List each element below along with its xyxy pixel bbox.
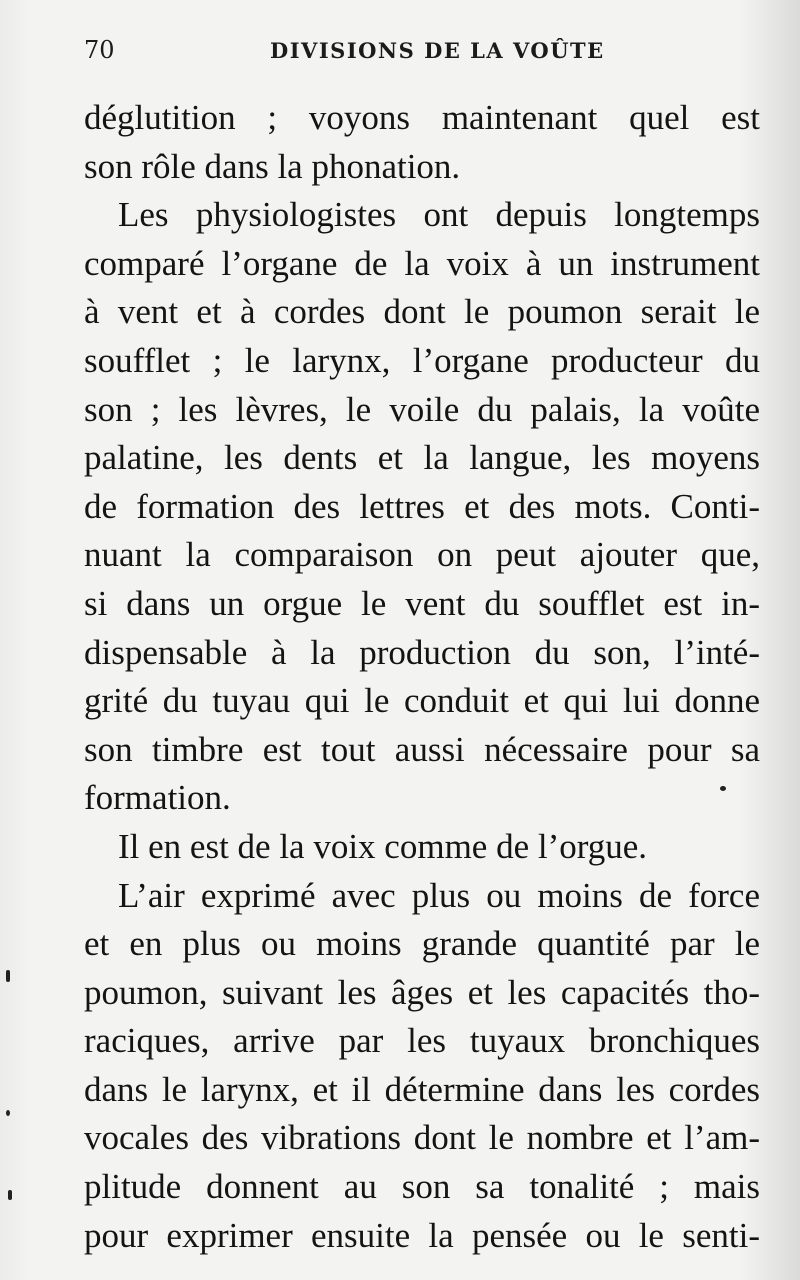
body-text [84, 94, 760, 1260]
text-line: si dans un orgue le vent du soufflet est in- [84, 583, 760, 623]
text-line: à vent et à cordes dont le poumon serait le [84, 292, 760, 332]
text-line: raciques, arrive par les tuyaux bronchiques [84, 1021, 760, 1061]
margin-speck [6, 1110, 10, 1116]
text-line: son timbre est tout aussi nécessaire pour sa [84, 729, 760, 769]
running-title: DIVISIONS DE LA VOÛTE [270, 38, 605, 63]
text-line: palatine, les dents et la langue, les moyens [84, 438, 760, 478]
text-line: de formation des lettres et des mots. Conti- [84, 486, 760, 526]
text-line: et en plus ou moins grande quantité par le [84, 924, 760, 964]
margin-speck [8, 1190, 12, 1200]
text-line: formation. [84, 778, 231, 818]
text-line: nuant la comparaison on peut ajouter que, [84, 535, 760, 575]
text-line: comparé l’organe de la voix à un instrument [84, 243, 760, 283]
text-line: L’air exprimé avec plus ou moins de force [118, 875, 760, 915]
text-line: son rôle dans la phonation. [84, 146, 461, 186]
text-line: poumon, suivant les âges et les capacités tho- [84, 972, 760, 1012]
page-number: 70 [84, 36, 115, 64]
text-line: pour exprimer ensuite la pensée ou le senti- [84, 1215, 760, 1255]
text-line: Les physiologistes ont depuis longtemps [118, 195, 760, 235]
text-line: grité du tuyau qui le conduit et qui lui donne [84, 681, 760, 721]
text-line: plitude donnent au son sa tonalité ; mais [84, 1167, 760, 1207]
margin-speck [720, 786, 726, 791]
margin-speck [6, 970, 10, 982]
text-line: son ; les lèvres, le voile du palais, la voûte [84, 389, 760, 429]
text-line: dans le larynx, et il détermine dans les cordes [84, 1069, 760, 1109]
text-line: Il en est de la voix comme de l’orgue. [118, 826, 648, 866]
text-line: vocales des vibrations dont le nombre et l’am- [84, 1118, 760, 1158]
text-line: soufflet ; le larynx, l’organe producteur du [84, 340, 760, 380]
page-header [84, 32, 764, 72]
text-line: dispensable à la production du son, l’inté- [84, 632, 760, 672]
text-line: déglutition ; voyons maintenant quel est [84, 98, 760, 137]
